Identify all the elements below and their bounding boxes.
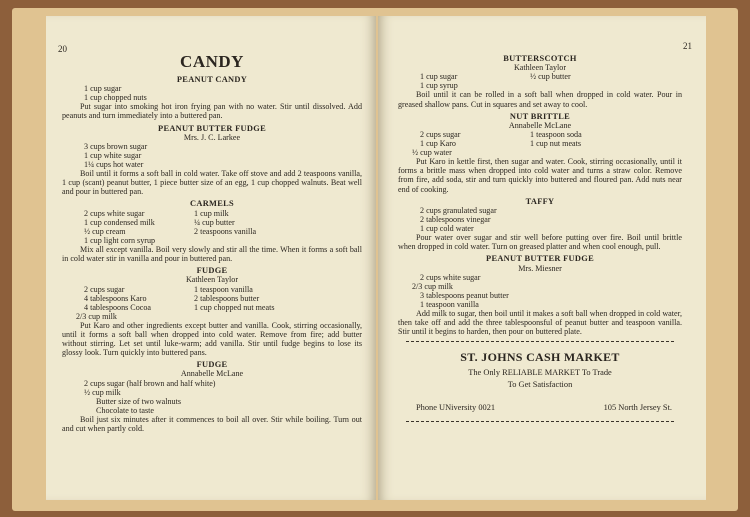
page-number: 21	[683, 41, 692, 51]
recipe-title: PEANUT CANDY	[176, 75, 248, 84]
ingredient: 1 cup sugar	[420, 72, 458, 82]
ad-address: 105 North Jersey St.	[603, 403, 672, 413]
ingredient: 2 cups white sugar	[420, 272, 481, 282]
ingredient-row	[398, 72, 682, 81]
ingredient: 2 cups granulated sugar	[420, 205, 497, 215]
recipe-title: NUT BRITTLE	[509, 111, 571, 121]
recipe-title: BUTTERSCOTCH	[503, 54, 577, 63]
recipe-directions: Add milk to sugar, then boil until it makes a soft ball when dropped in cold water, then take off and add the three tablespoonsful of peanut butter and teaspoon vanilla. Stir until it begins to harden, then pour on buttered plate.	[398, 308, 682, 337]
ingredient: 1¼ cups hot water	[84, 160, 144, 170]
ad-tagline: The Only RELIABLE MARKET To Trade	[468, 368, 612, 378]
ingredient: 4 tablespoons Cocoa	[84, 302, 151, 312]
recipe-title: PEANUT BUTTER FUDGE	[158, 123, 266, 133]
recipe-author: Mrs. J. C. Larkee	[183, 132, 241, 142]
ad-contact	[416, 403, 672, 412]
ingredient: 1 cup syrup	[420, 81, 458, 91]
ad-phone: Phone UNiversity 0021	[416, 403, 496, 413]
ingredient: 2 cups sugar (half brown and half white)	[84, 378, 216, 388]
ingredient: 1 cup milk	[194, 208, 229, 218]
recipe-directions: Put Karo in kettle first, then sugar and water. Cook, stirring occasionally, until it forms a brittle mass when dropped into cold water and turns a straw color. Remove from fire, add soda, stir and turn quickly into buttered and floured pan. Add nuts near end of cooking.	[398, 157, 682, 194]
recipe-title: CARMELS	[190, 199, 234, 209]
ingredient: Chocolate to taste	[96, 405, 154, 415]
right-page	[378, 16, 706, 500]
ingredient-row	[62, 218, 362, 227]
divider	[406, 341, 674, 342]
ingredient: 1 teaspoon vanilla	[194, 284, 253, 294]
ingredient: 3 cups brown sugar	[84, 141, 148, 151]
ingredient: 2/3 cup milk	[412, 281, 453, 291]
ad-tagline: To Get Satisfaction	[507, 380, 573, 390]
ingredient-row	[62, 227, 362, 236]
section-title: CANDY	[180, 52, 244, 71]
divider	[406, 421, 674, 422]
recipe-title: FUDGE	[196, 360, 228, 370]
page-number: 20	[58, 44, 67, 54]
ingredient-row	[62, 294, 362, 303]
recipe-directions: Boil until it forms a soft ball in cold water. Take off stove and add 2 teaspoons vanilla, 1 cup (scant) peanut butter, 1 piece butter size of an egg, 1 cup chopped walnuts. Beat well and pour in buttered pan.	[62, 169, 362, 197]
right-column	[398, 54, 682, 422]
ingredient: 1 cup cold water	[420, 224, 474, 234]
recipe-author: Annabelle McLane	[180, 369, 244, 379]
ingredient-row	[398, 130, 682, 139]
recipe-title: FUDGE	[196, 266, 228, 276]
ingredient: 1 cup Karo	[420, 139, 456, 149]
recipe-directions: Pour water over sugar and stir well before putting over fire. Boil until brittle when dropped in cold water. Turn on greased platter and when cool enough, pull.	[398, 233, 682, 252]
ingredient: 2 cups sugar	[84, 284, 125, 294]
ingredient: 1 cup white sugar	[84, 150, 142, 160]
recipe-author: Mrs. Miesner	[518, 263, 562, 273]
recipe-directions: Put Karo and other ingredients except butter and vanilla. Cook, stirring occasionally, until it forms a soft ball when dropped into cold water. Remove from fire; add butter without stirring. Let set until luke-warm; add vanilla. Stir until fudge begins to lose its glossy look. Turn quickly into buttered pans.	[62, 320, 362, 358]
recipe-directions: Mix all except vanilla. Boil very slowly and stir all the time. When it forms a soft ball in cold water stir in vanilla and pour in buttered pan.	[62, 245, 362, 264]
ingredient: ½ cup water	[412, 148, 452, 158]
recipe-title: TAFFY	[525, 196, 555, 206]
recipe-author: Kathleen Taylor	[513, 63, 567, 73]
ingredient-row	[62, 303, 362, 312]
ingredient: ¼ cup butter	[194, 217, 235, 227]
ingredient-row	[62, 209, 362, 218]
recipe-directions: Boil until it can be rolled in a soft ball when dropped in cold water. Pour in greased shallow pans. Cut in squares and set away to cool.	[398, 90, 682, 109]
ingredient: Butter size of two walnuts	[96, 396, 181, 406]
ingredient: ½ cup milk	[84, 387, 121, 397]
recipe-author: Kathleen Taylor	[185, 275, 239, 285]
ingredient: 1 cup sugar	[84, 84, 122, 94]
recipe-directions: Boil just six minutes after it commences to boil all over. Stir while boiling. Turn out and cut when partly cold.	[62, 414, 362, 434]
ingredient: 2 teaspoons vanilla	[194, 226, 257, 236]
recipe-directions: Put sugar into smoking hot iron frying pan with no water. Stir until dissolved. Add peanuts and turn immediately into a buttered pan.	[62, 102, 362, 121]
recipe-author: Annabelle McLane	[508, 120, 572, 130]
ingredient: 1 cup chopped nuts	[84, 93, 147, 103]
ingredient: ½ cup butter	[530, 72, 571, 82]
left-page	[46, 16, 376, 500]
ingredient: 1 cup nut meats	[530, 139, 582, 149]
ingredient-row	[398, 139, 682, 148]
ingredient: 1 teaspoon vanilla	[420, 299, 479, 309]
ingredient: 1 cup chopped nut meats	[194, 302, 275, 312]
ingredient: 4 tablespoons Karo	[84, 293, 147, 303]
ingredient: 2 tablespoons butter	[194, 293, 260, 303]
ingredient: 2 cups white sugar	[84, 208, 145, 218]
ingredient: 3 tablespoons peanut butter	[420, 290, 509, 300]
ingredient-row	[62, 285, 362, 294]
left-column	[62, 52, 362, 433]
recipe-title: PEANUT BUTTER FUDGE	[486, 254, 594, 264]
ingredient: 2 cups sugar	[420, 129, 461, 139]
ingredient: 1 teaspoon soda	[530, 129, 582, 139]
ingredient: ½ cup cream	[84, 226, 126, 236]
ingredient: 1 cup light corn syrup	[84, 235, 156, 245]
ingredient: 1 cup condensed milk	[84, 217, 155, 227]
ingredient: 2 tablespoons vinegar	[420, 214, 491, 224]
ingredient: 2/3 cup milk	[76, 311, 117, 321]
ad-title: ST. JOHNS CASH MARKET	[460, 350, 620, 365]
